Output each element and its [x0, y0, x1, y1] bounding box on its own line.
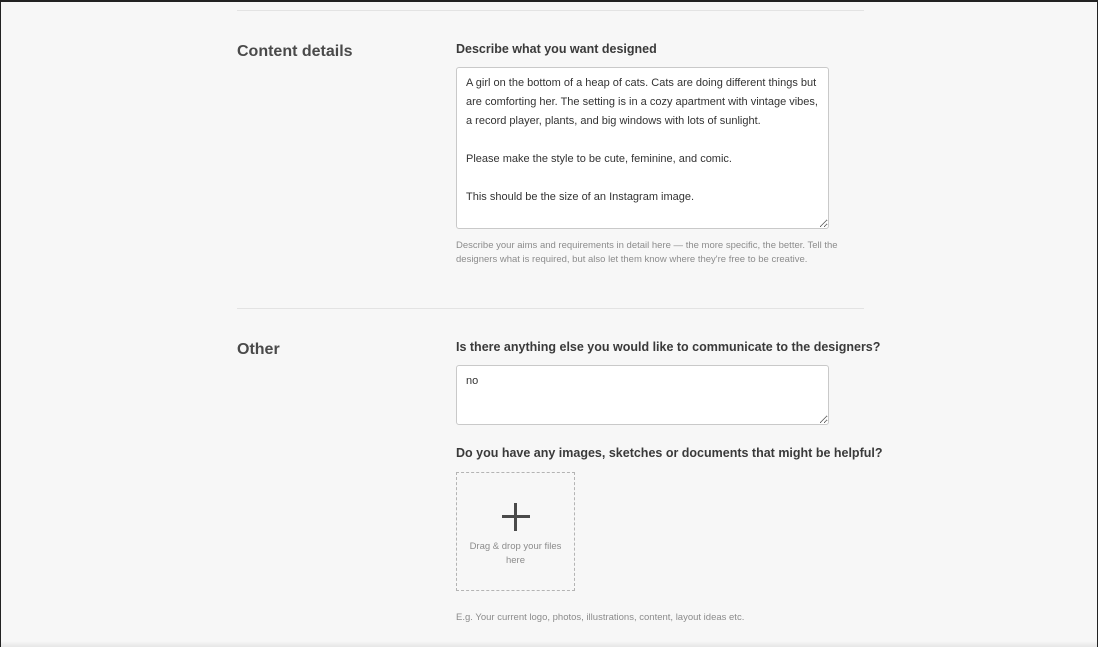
- section-divider: [237, 308, 864, 309]
- describe-label: Describe what you want designed: [456, 42, 657, 56]
- communicate-label: Is there anything else you would like to communicate to the designers?: [456, 340, 881, 354]
- upload-help-text: E.g. Your current logo, photos, illustrations, content, layout ideas etc.: [456, 612, 745, 623]
- bottom-edge: [1, 641, 1097, 647]
- top-divider: [237, 10, 864, 11]
- upload-label: Do you have any images, sketches or documents that might be helpful?: [456, 446, 883, 460]
- content-details-title: Content details: [237, 43, 353, 60]
- other-title: Other: [237, 341, 280, 358]
- plus-icon: [502, 503, 530, 531]
- file-dropzone[interactable]: [456, 472, 575, 591]
- communicate-textarea[interactable]: [456, 365, 829, 425]
- describe-textarea[interactable]: [456, 67, 829, 229]
- dropzone-text: Drag & drop your files here: [469, 541, 562, 566]
- describe-help-text: Describe your aims and requirements in detail here — the more specific, the better. Tell the designers what is required, but also let them know where they're free to be creative.: [456, 240, 838, 265]
